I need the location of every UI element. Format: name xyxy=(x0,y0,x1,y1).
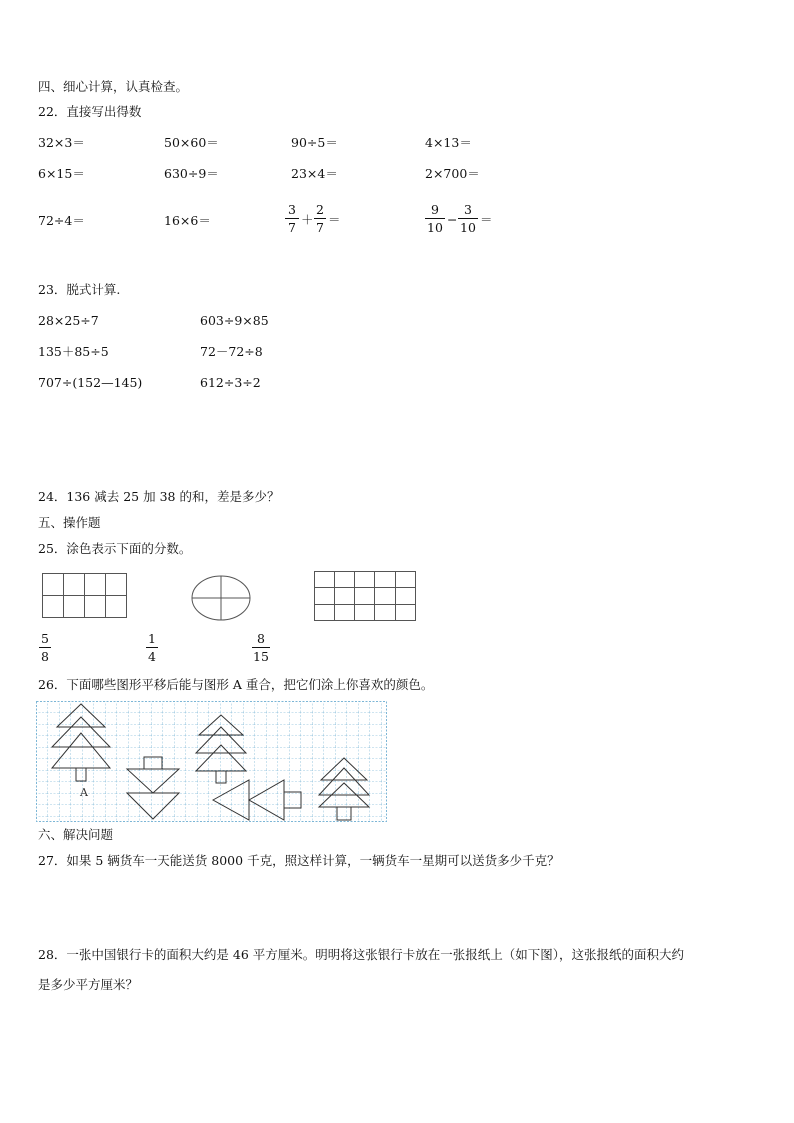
q23-item: 135＋85÷5 xyxy=(38,344,109,359)
fraction: 3 10 xyxy=(458,202,478,235)
fraction: 3 7 xyxy=(285,202,299,235)
q23-item: 707÷(152—145) xyxy=(38,375,143,390)
q27-text: 27．如果 5 辆货车一天能送货 8000 千克，照这样计算，一辆货车一星期可以送货多少千克？ xyxy=(38,853,560,868)
q22-item: 50×60＝ xyxy=(164,135,219,150)
q28-text-line1: 28．一张中国银行卡的面积大约是 46 平方厘米。明明将这张银行卡放在一张报纸上（如下图），这张报纸的面积大约 xyxy=(38,947,685,962)
q23-item: 72－72÷8 xyxy=(200,344,263,359)
q26-title: 26．下面哪些图形平移后能与图形 A 重合，把它们涂上你喜欢的颜色。 xyxy=(38,677,434,692)
section4-title: 四、细心计算，认真检查。 xyxy=(38,79,189,94)
translation-grid-figure xyxy=(36,701,388,823)
q22-item: 6×15＝ xyxy=(38,166,85,181)
q28-text-line2: 是多少平方厘米？ xyxy=(38,977,139,992)
q24-text: 24．136 减去 25 加 38 的和，差是多少？ xyxy=(38,489,280,504)
rectangle-grid-15 xyxy=(311,569,419,623)
fraction-label: 5 8 xyxy=(39,631,51,664)
q25-title: 25．涂色表示下面的分数。 xyxy=(38,541,192,556)
fraction: 2 7 xyxy=(314,202,326,235)
q22-item: 16×6＝ xyxy=(164,213,211,228)
section6-title: 六、解决问题 xyxy=(38,827,114,842)
rectangle-grid-8 xyxy=(40,570,130,622)
circle-quarters xyxy=(189,574,255,624)
q23-title: 23．脱式计算. xyxy=(38,282,121,297)
q23-item: 603÷9×85 xyxy=(200,313,269,328)
q22-item: 2×700＝ xyxy=(425,166,480,181)
figure-a-label: A xyxy=(80,786,88,799)
equals-sign: ＝ xyxy=(480,212,493,227)
q22-item: 630÷9＝ xyxy=(164,166,219,181)
q23-item: 28×25÷7 xyxy=(38,313,99,328)
q22-item: 72÷4＝ xyxy=(38,213,85,228)
fraction: 9 10 xyxy=(425,202,445,235)
plus-sign: ＋ xyxy=(301,212,314,227)
q22-item: 32×3＝ xyxy=(38,135,85,150)
fraction-label: 1 4 xyxy=(146,631,158,664)
q22-title: 22．直接写出得数 xyxy=(38,104,142,119)
section5-title: 五、操作题 xyxy=(38,515,101,530)
fraction-label: 8 15 xyxy=(253,631,269,664)
minus-sign: − xyxy=(447,212,458,227)
equals-sign: ＝ xyxy=(328,212,341,227)
q22-item: 90÷5＝ xyxy=(291,135,338,150)
q22-item: 4×13＝ xyxy=(425,135,472,150)
q23-item: 612÷3÷2 xyxy=(200,375,261,390)
q22-item: 23×4＝ xyxy=(291,166,338,181)
